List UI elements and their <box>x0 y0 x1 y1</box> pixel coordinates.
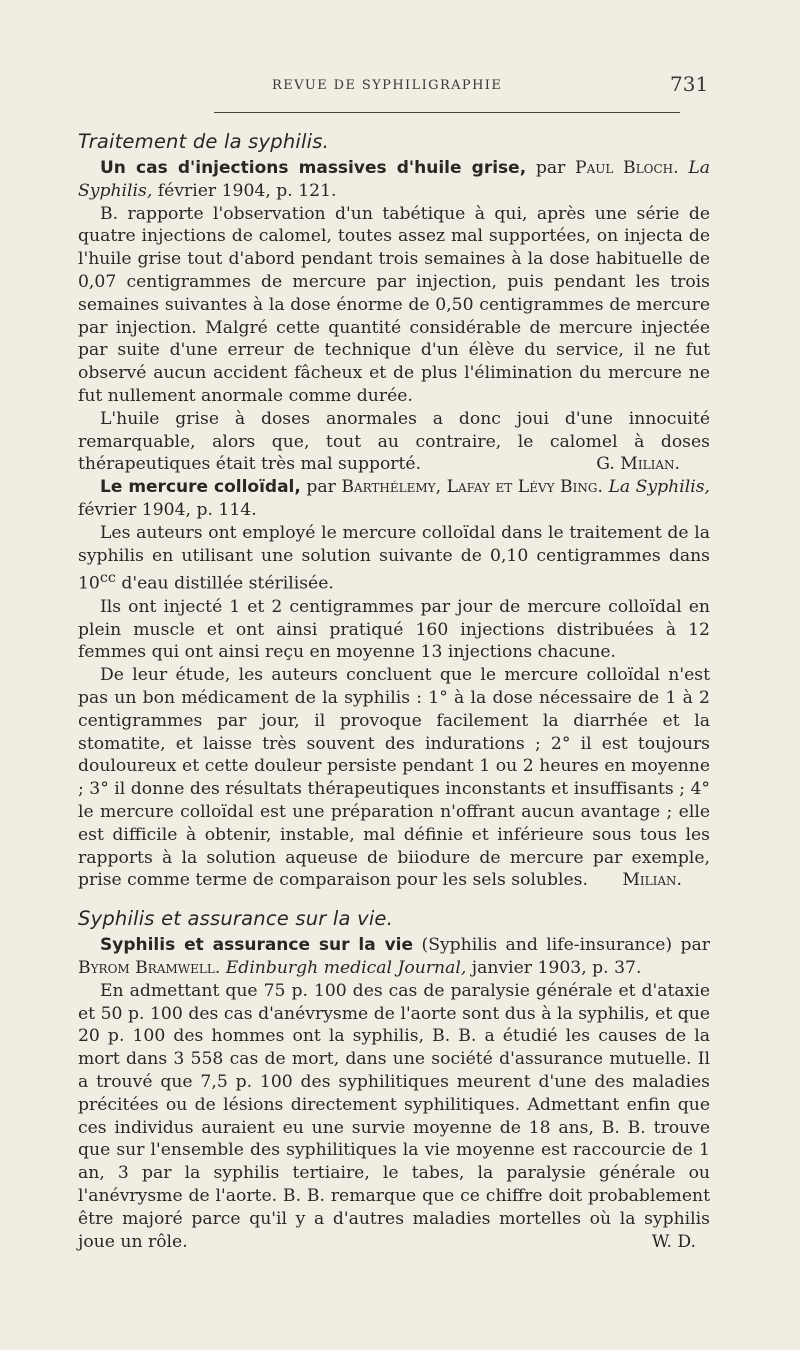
page-header <box>0 74 800 100</box>
article-authors: Barthélemy, Lafay et Lévy Bing. <box>341 477 603 498</box>
journal-name: La Syphilis, <box>608 477 710 498</box>
article-title: Syphilis et assurance sur la vie <box>100 935 414 956</box>
article-author: Byrom Bramwell. <box>78 958 221 979</box>
article-header-huile-grise: Un cas d'injections massives d'huile grise, par Paul Bloch. La Syphilis, février 1904, p. 121. <box>78 158 710 201</box>
section-heading-insurance: Syphilis et assurance sur la vie. <box>78 907 394 931</box>
signature: G. Milian. <box>596 454 680 475</box>
paragraph: De leur étude, les auteurs concluent que le mercure colloïdal n'est pas un bon médicament de la syphilis : 1° à la dose nécessaire de 1 à 2 centigrammes par jour, il provoque facilement la diarrhée et la stomatite, et laisse très souvent des indurations ; 2° il est toujours douloureux et cette douleur persiste pendant 1 ou 2 heures en moyenne ; 3° il donne des résultats thérapeutiques inconstants et insuffisants ; 4° le mercure colloïdal est une préparation n'offrant aucun avantage ; elle est difficile à obtenir, instable, mal définie et inférieure sous tous les rapports à la solution aqueuse de biiodure de mercure par exemple, prise comme terme de comparaison pour les sels solubles. Milian. <box>78 665 710 891</box>
signature: W. D. <box>651 1231 696 1252</box>
paragraph: B. rapporte l'observation d'un tabétique à qui, après une série de quatre injections de calomel, toutes assez mal supportées, on injecta de l'huile grise tout d'abord pendant trois semaines à la dose habituelle de 0,07 centigrammes de mercure par injection, puis pendant les trois semaines suivantes à la dose énorme de 0,50 centigrammes de mercure par injection. Malgré cette quantité considérable de mercure injectée par suite d'une erreur de technique d'un élève du service, il ne fut observé aucun accident fâcheux et de plus l'élimination du mercure ne fut nullement anormale comme durée. <box>78 203 710 406</box>
section-heading-treatment: Traitement de la syphilis. <box>78 130 330 153</box>
page-number: 731 <box>670 72 709 96</box>
article-author: Paul Bloch. <box>575 158 679 178</box>
journal-name: La Syphilis, <box>78 158 710 201</box>
signature: Milian. <box>622 870 682 891</box>
paragraph: En admettant que 75 p. 100 des cas de paralysie générale et d'ataxie et 50 p. 100 des cas d'anévrysme de l'aorte sont dus à la syphilis, et que 20 p. 100 des hommes ont la syphilis, B. B. a étudié les causes de la mort dans 3 558 cas de mort, dans une société d'assurance mutuelle. Il a trouvé que 7,5 p. 100 des syphilitiques meurent d'une des maladies précitées ou de lésions directement syphilitiques. Admettant enfin que ces individus auraient eu une survie moyenne de 18 ans, B. B. trouve que sur l'ensemble des syphilitiques la vie moyenne est raccourcie de 1 an, 3 par la syphilis tertiaire, le tabes, la paralysie générale ou l'anévrysme de l'aorte. B. B. remarque que ce chiffre doit probablement être majoré parce qu'il y a d'autres maladies mortelles où la syphilis joue un rôle. W. D. <box>78 980 710 1252</box>
article-header-mercure-colloidal: Le mercure colloïdal, par Barthélemy, Lafay et Lévy Bing. La Syphilis, février 1904, p. 114. <box>78 477 710 520</box>
header-rule <box>214 112 680 113</box>
article-title: Un cas d'injections massives d'huile grise, <box>100 158 527 178</box>
paragraph: L'huile grise à doses anormales a donc joui d'une innocuité remarquable, alors que, tout au contraire, le calomel à doses thérapeutiques était très mal supporté. G. Milian. <box>78 408 710 475</box>
citation: février 1904, p. 121. <box>152 180 337 201</box>
article-header-assurance <box>78 934 710 980</box>
paragraph: Ils ont injecté 1 et 2 centigrammes par jour de mercure colloïdal en plein muscle et ont ainsi pratiqué 160 injections distribuées à 12 femmes qui ont ainsi reçu en moyenne 13 injections chacune. <box>78 596 710 663</box>
paragraph: Les auteurs ont employé le mercure colloïdal dans le traitement de la syphilis en utilisant une solution suivante de 0,10 centigrammes dans $10^{cc}$ d'eau distillée stérilisée. <box>78 522 710 595</box>
article-title: Le mercure colloïdal, <box>100 477 301 498</box>
running-title: REVUE DE SYPHILIGRAPHIE <box>272 78 503 93</box>
body-text <box>78 126 710 1253</box>
citation: janvier 1903, p. 37. <box>466 958 642 979</box>
citation: février 1904, p. 114. <box>78 499 257 520</box>
article-subtitle: (Syphilis and life-insurance) par <box>413 935 710 956</box>
journal-name: Edinburgh medical Journal, <box>225 958 467 979</box>
